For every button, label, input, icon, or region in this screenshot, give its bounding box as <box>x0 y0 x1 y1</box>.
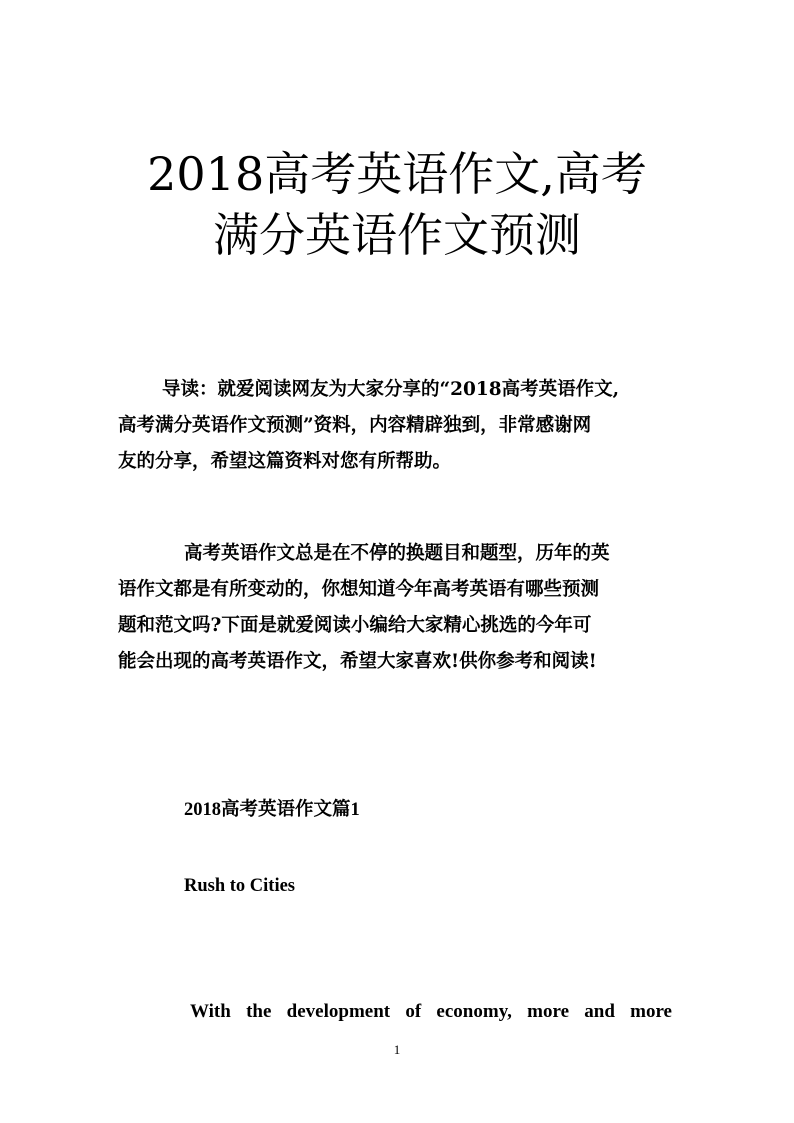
essay-title: Rush to Cities <box>184 876 296 896</box>
intro-line: 导读：就爱阅读网友为大家分享的“2018高考英语作文, <box>162 379 620 400</box>
page-number: 1 <box>393 1042 401 1057</box>
intro-paragraph <box>118 372 678 480</box>
essay-first-line: With the development of economy, more and more <box>190 1001 672 1022</box>
intro-line: 友的分享，希望这篇资料对您有所帮助。 <box>118 451 452 472</box>
section-heading: 2018高考英语作文篇1 <box>184 800 360 820</box>
body-line: 高考英语作文总是在不停的换题目和题型，历年的英 <box>184 543 610 564</box>
body-line: 能会出现的高考英语作文，希望大家喜欢!供你参考和阅读! <box>118 651 597 672</box>
document-title-line-1: 2018高考英语作文,高考 <box>147 147 647 201</box>
body-paragraph <box>118 536 678 680</box>
body-line: 语作文都是有所变动的，你想知道今年高考英语有哪些预测 <box>118 579 600 600</box>
document-title-line-2: 满分英语作文预测 <box>213 208 581 262</box>
intro-line: 高考满分英语作文预测”资料，内容精辟独到，非常感谢网 <box>118 415 592 436</box>
body-line: 题和范文吗?下面是就爱阅读小编给大家精心挑选的今年可 <box>118 615 592 636</box>
